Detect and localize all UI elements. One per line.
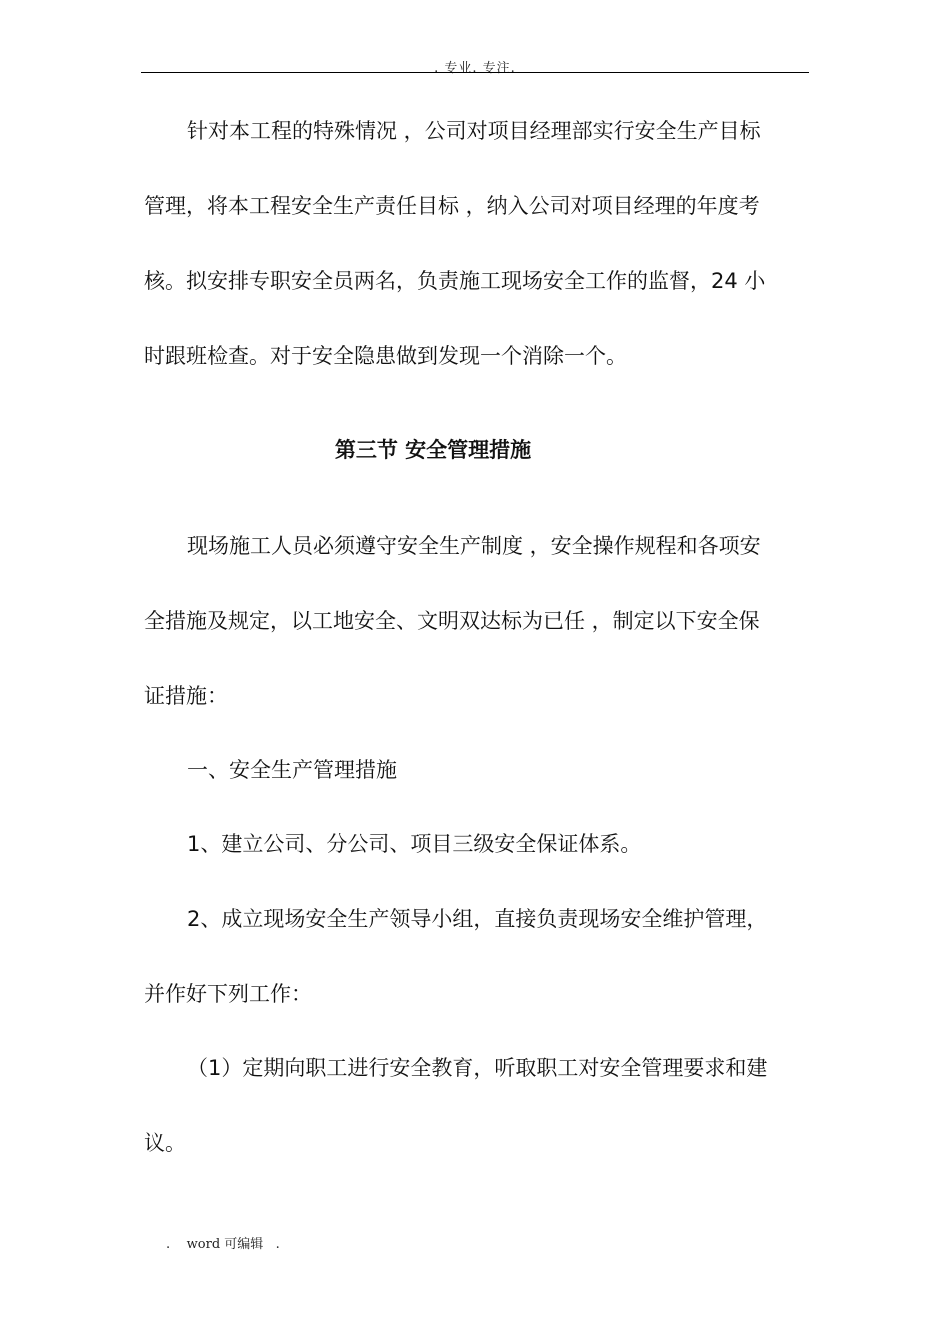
list-item-text: 议。 (144, 1131, 186, 1155)
paragraph-line: 核。拟安排专职安全员两名，负责施工现场安全工作的监督，24 小 (144, 269, 766, 293)
page-footer: . word 可编辑 . (166, 1237, 280, 1252)
list-subitem-1 (144, 1031, 808, 1181)
paragraph-line: 管理，将本工程安全生产责任目标 ，纳入公司对项目经理的年度考 (144, 194, 760, 218)
paragraph-line: 时跟班检查。对于安全隐患做到发现一个消除一个。 (144, 344, 627, 368)
paragraph-intro (144, 94, 808, 394)
paragraph-measures (144, 509, 808, 734)
section-heading: 第三节 安全管理措施 (334, 438, 532, 462)
paragraph-line: 针对本工程的特殊情况 ，公司对项目经理部实行安全生产目标 (187, 119, 761, 143)
list-item-text: （1）定期向职工进行安全教育，听取职工对安全管理要求和建 (187, 1056, 768, 1080)
paragraph-line: 证措施： (144, 684, 228, 708)
subheading-safety-management (144, 733, 808, 808)
paragraph-line: 现场施工人员必须遵守安全生产制度 ，安全操作规程和各项安 (187, 534, 761, 558)
subheading-text: 一、安全生产管理措施 (187, 758, 397, 782)
list-item-text: 并作好下列工作： (144, 982, 312, 1006)
list-item-1 (144, 807, 808, 882)
list-item-2 (144, 882, 808, 1032)
page-header: . 专业. 专注. (434, 61, 516, 76)
list-item-text: 1、建立公司、分公司、项目三级安全保证体系。 (187, 832, 642, 856)
header-rule (141, 72, 809, 73)
list-item-text: 2、成立现场安全生产领导小组，直接负责现场安全维护管理， (187, 907, 768, 931)
paragraph-line: 全措施及规定，以工地安全、文明双达标为已任 ，制定以下安全保 (144, 609, 760, 633)
